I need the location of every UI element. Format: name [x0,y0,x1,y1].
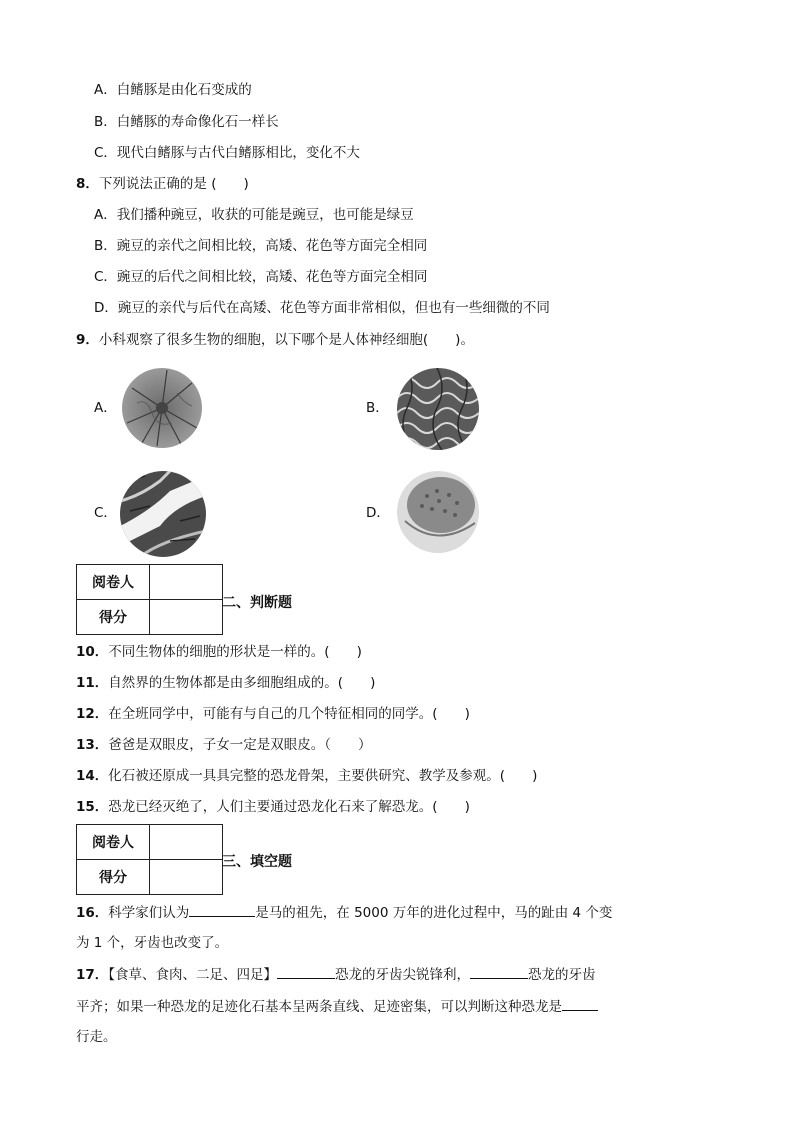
question-number: 12． [76,706,109,722]
q17-line-1 [76,964,596,985]
q16-line-2: 为 1 个，牙齿也改变了。 [76,935,229,951]
score-cell[interactable] [150,860,223,895]
question-number: 11． [76,675,109,691]
q9-label-a: A． [94,400,117,416]
q17-number: 17． [76,967,109,983]
q8-option-b: B．豌豆的亲代之间相比较，高矮、花色等方面完全相同 [94,238,428,254]
q17-line-3: 行走。 [76,1029,117,1045]
q16-blank[interactable] [189,902,255,917]
q17-text-3: 平齐；如果一种恐龙的足迹化石基本呈两条直线、足迹密集，可以判断这种恐龙是 [76,999,562,1015]
q17-blank-2[interactable] [470,964,528,979]
judge-question [76,766,537,786]
question-text: 爸爸是双眼皮，子女一定是双眼皮。（ ） [108,737,372,753]
question-text: 在全班同学中，可能有与自己的几个特征相同的同学。( ) [108,706,470,722]
q17-text-2: 恐龙的牙齿 [528,967,596,983]
question-number: 15． [76,799,109,815]
q17-options: 【食草、食肉、二足、四足】 [108,967,278,983]
q17-blank-1[interactable] [277,964,335,979]
reviewer-cell[interactable] [150,565,223,600]
score-cell[interactable] [150,600,223,635]
q8 [76,174,249,194]
q17-text-1: 恐龙的牙齿尖锐锋利， [335,967,471,983]
q16-number: 16． [76,905,109,921]
question-number: 10． [76,644,109,660]
q9-label-b: B． [366,400,389,416]
q8-option-c: C．豌豆的后代之间相比较，高矮、花色等方面完全相同 [94,269,428,285]
q8-option-a: A．我们播种豌豆，收获的可能是豌豆，也可能是绿豆 [94,207,414,223]
section-title-fill: 三、填空题 [222,854,292,870]
score-label: 得分 [77,600,150,635]
judge-question [76,642,362,662]
reviewer-label: 阅卷人 [77,825,150,860]
score-box-1 [76,564,223,635]
judge-question [76,797,470,817]
q9-number: 9． [76,332,99,348]
question-number: 13． [76,737,109,753]
question-number: 14． [76,768,109,784]
score-label: 得分 [77,860,150,895]
q16-line-1 [76,902,612,923]
judge-question [76,735,372,755]
q7-option-c: C．现代白鳍豚与古代白鳍豚相比，变化不大 [94,145,360,161]
q9-label-d: D． [366,505,390,521]
q7-option-a: A．白鳍豚是由化石变成的 [94,82,252,98]
score-box-2 [76,824,223,895]
reviewer-cell[interactable] [150,825,223,860]
question-text: 不同生物体的细胞的形状是一样的。( ) [108,644,362,660]
reviewer-label: 阅卷人 [77,565,150,600]
judge-question [76,673,375,693]
q8-number: 8． [76,176,99,192]
q16-text-1: 科学家们认为 [108,905,190,921]
cell-image-a [122,368,202,448]
q16-text-2: 是马的祖先，在 5000 万年的进化过程中，马的趾由 4 个变 [255,905,613,921]
q9 [76,330,474,350]
judge-question [76,704,470,724]
q7-option-b: B．白鳍豚的寿命像化石一样长 [94,114,279,130]
cell-image-b [397,368,479,450]
q8-stem: 下列说法正确的是 ( ) [98,176,249,192]
q8-option-d: D．豌豆的亲代与后代在高矮、花色等方面非常相似，但也有一些细微的不同 [94,300,550,316]
section-title-judge: 二、判断题 [222,595,292,611]
question-text: 恐龙已经灭绝了，人们主要通过恐龙化石来了解恐龙。( ) [108,799,470,815]
q9-label-c: C． [94,505,117,521]
cell-image-c [120,471,206,557]
q17-blank-3[interactable] [562,996,598,1011]
cell-image-d [397,471,479,553]
q17-line-2 [76,996,598,1017]
question-text: 化石被还原成一具具完整的恐龙骨架，主要供研究、教学及参观。( ) [108,768,538,784]
question-text: 自然界的生物体都是由多细胞组成的。( ) [108,675,376,691]
q9-stem: 小科观察了很多生物的细胞，以下哪个是人体神经细胞( )。 [98,332,474,348]
